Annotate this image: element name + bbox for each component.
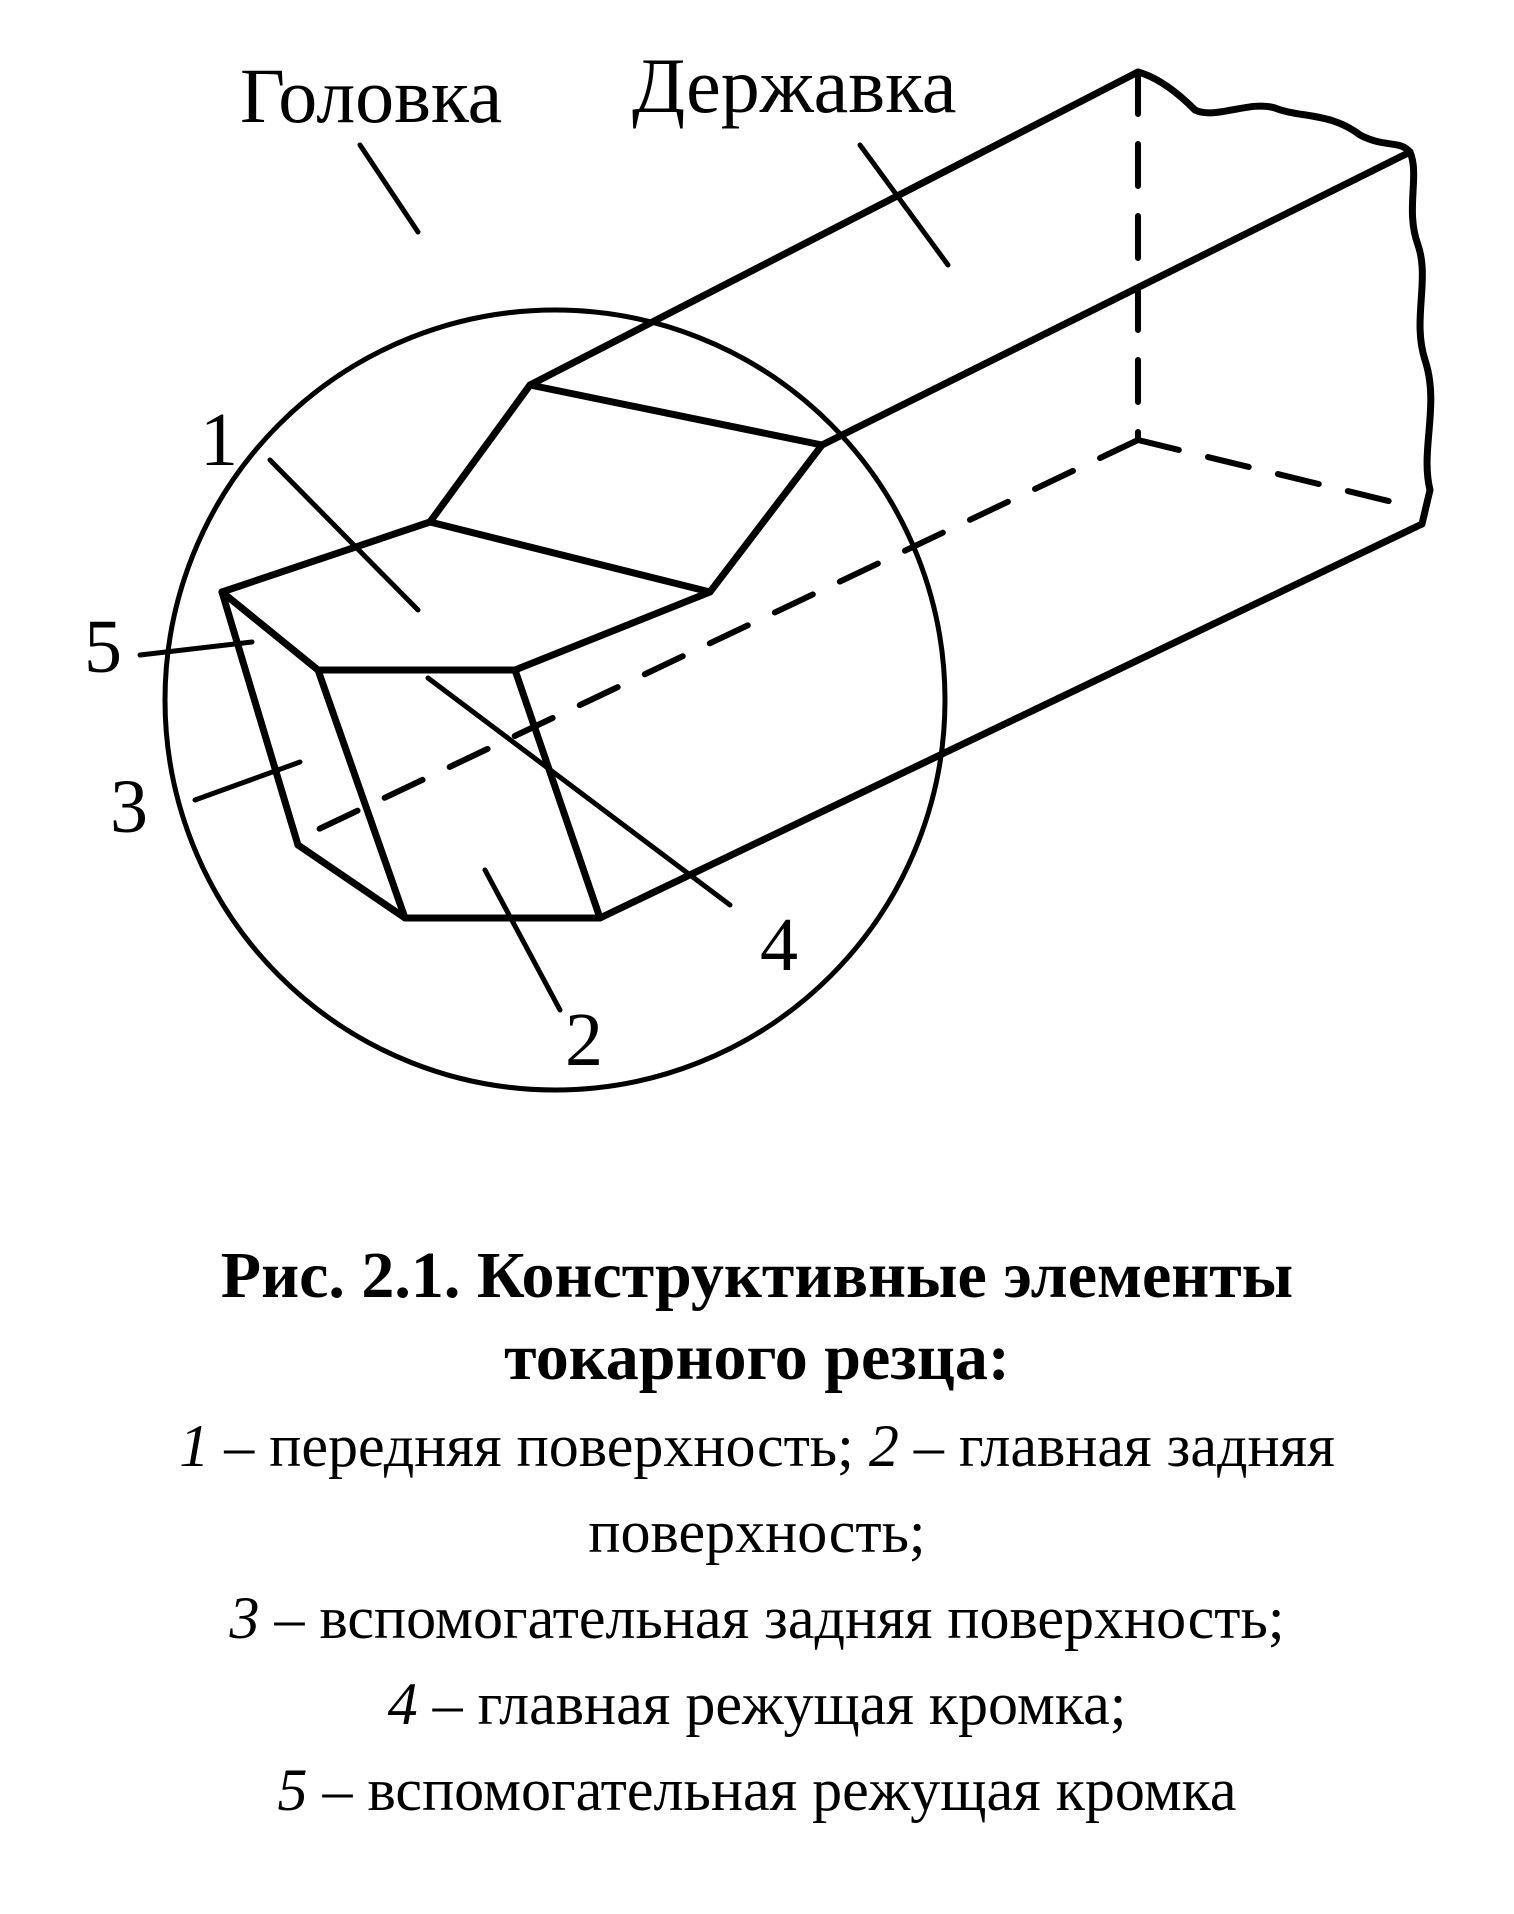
caption-item-3-num: 3 (229, 1585, 260, 1651)
caption-item-2-text: главная задняя поверхность; (588, 1413, 1335, 1565)
head-circle (165, 310, 945, 1090)
label-3: 3 (110, 765, 148, 849)
caption-title-line-2: токарного резца: (504, 1321, 1010, 1394)
figure-caption (40, 1235, 1474, 1833)
caption-item-5-text: вспомогательная режущая кромка (367, 1757, 1237, 1823)
label-1: 1 (200, 398, 238, 482)
holder-hidden-edges (300, 72, 1405, 838)
label-2: 2 (565, 998, 603, 1082)
cutting-head (222, 385, 822, 918)
caption-item-5-num: 5 (277, 1757, 308, 1823)
caption-item-1-text: передняя поверхность; (269, 1413, 854, 1479)
holder-shank (530, 72, 1431, 918)
caption-item-2-num: 2 (868, 1413, 899, 1479)
caption-title-line-1: Рис. 2.1. Конструктивные элементы (220, 1239, 1294, 1312)
label-5: 5 (84, 605, 122, 689)
label-head: Головка (240, 52, 503, 139)
caption-title (40, 1235, 1474, 1399)
caption-item-3-text: вспомогательная задняя поверхность; (319, 1585, 1285, 1651)
caption-item-4-num: 4 (387, 1671, 418, 1737)
label-4: 4 (760, 903, 798, 987)
caption-body: 1 – передняя поверхность; 2 – главная задняя поверхность; 3 – вспомогательная задняя поверхность; 4 – главная режущая кромка; 5 – вспомогательная режущая кромка (179, 1413, 1335, 1823)
label-holder: Державка (632, 42, 957, 129)
caption-item-1-num: 1 (179, 1413, 210, 1479)
caption-item-4-text: главная режущая кромка; (477, 1671, 1127, 1737)
